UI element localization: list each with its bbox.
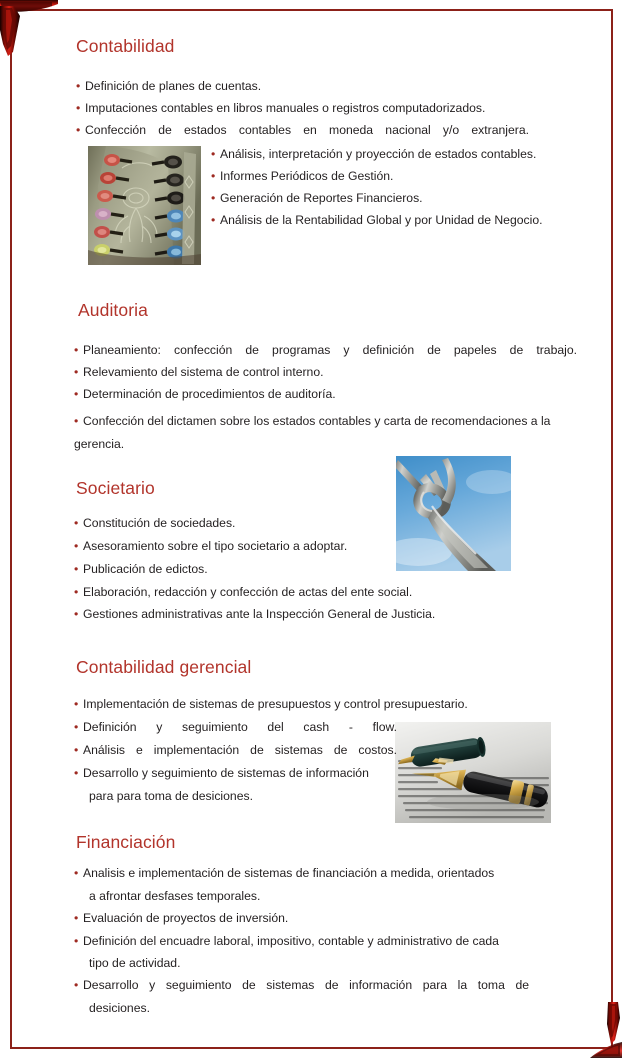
bullet-dot-icon: • — [74, 720, 79, 734]
bullet-text: Definición del encuadre laboral, impositivo, contable y administrativo de cada — [83, 934, 499, 948]
bullet-dot-icon: • — [74, 766, 79, 780]
bullet-dot-icon: • — [74, 585, 79, 599]
section-heading-contabilidad: Contabilidad — [76, 36, 175, 56]
bullet-dot-icon: • — [74, 562, 79, 576]
bullet-item — [74, 365, 324, 380]
bullet-item — [74, 562, 208, 577]
bullet-text: Informes Periódicos de Gestión. — [220, 169, 394, 183]
bullet-item — [76, 123, 536, 138]
bullet-item — [74, 866, 494, 881]
bullet-dot-icon: • — [211, 169, 216, 183]
bullet-item — [74, 978, 536, 993]
bullet-text: Análisis de la Rentabilidad Global y por Unidad de Negocio. — [220, 213, 543, 227]
bullet-text: Planeamiento: confección de programas y definición de papeles de trabajo. — [83, 343, 577, 357]
section-heading-financiacion: Financiación — [76, 832, 176, 852]
section-heading-societario: Societario — [76, 478, 155, 498]
sub-bullet-item — [211, 213, 543, 228]
bullet-text: Asesoramiento sobre el tipo societario a adoptar. — [83, 539, 348, 553]
bullet-item — [74, 766, 369, 781]
bullet-text: Imputaciones contables en libros manuales o registros computadorizados. — [85, 101, 486, 115]
bullet-dot-icon: • — [74, 365, 79, 379]
cash-register-photo — [88, 146, 201, 265]
bullet-text: Publicación de edictos. — [83, 562, 208, 576]
bullet-text: Constitución de sociedades. — [83, 516, 236, 530]
bullet-text: Confección del dictamen sobre los estados contables y carta de recomendaciones a la gerencia. — [74, 414, 551, 451]
bullet-item — [74, 934, 499, 949]
bullet-item — [74, 387, 336, 402]
bullet-item — [74, 410, 586, 456]
crane-hook-photo — [396, 456, 511, 571]
bullet-text: para para toma de desiciones. — [89, 789, 253, 803]
bullet-text: Analisis e implementación de sistemas de financiación a medida, orientados — [83, 866, 495, 880]
bullet-dot-icon: • — [74, 343, 79, 357]
bullet-dot-icon: • — [74, 743, 79, 757]
bullet-text: Implementación de sistemas de presupuestos y control presupuestario. — [83, 697, 468, 711]
bullet-dot-icon: • — [74, 911, 79, 925]
bullet-continuation — [89, 1001, 150, 1016]
bullet-dot-icon: • — [76, 101, 81, 115]
bullet-item — [76, 101, 485, 116]
bullet-dot-icon: • — [211, 213, 216, 227]
bullet-dot-icon: • — [211, 191, 216, 205]
bullet-item — [76, 79, 261, 94]
bullet-text: Definición y seguimiento del cash - flow. — [83, 720, 397, 734]
bullet-item — [74, 539, 347, 554]
bullet-text: Análisis e implementación de sistemas de costos. — [83, 743, 397, 757]
fountain-pen-photo — [395, 722, 551, 823]
bullet-text: a afrontar desfases temporales. — [89, 889, 261, 903]
bullet-continuation — [89, 789, 253, 804]
bullet-dot-icon: • — [74, 516, 79, 530]
bullet-text: Determinación de procedimientos de auditoría. — [83, 387, 336, 401]
bullet-continuation — [89, 956, 180, 971]
bullet-text: Relevamiento del sistema de control interno. — [83, 365, 324, 379]
bullet-item — [74, 343, 584, 358]
bullet-dot-icon: • — [74, 539, 79, 553]
bullet-text: tipo de actividad. — [89, 956, 181, 970]
bullet-text: Desarrollo y seguimiento de sistemas de información — [83, 766, 369, 780]
bullet-text: Generación de Reportes Financieros. — [220, 191, 423, 205]
section-heading-contabilidad-gerencial: Contabilidad gerencial — [76, 657, 252, 677]
bullet-item — [74, 743, 404, 758]
bullet-dot-icon: • — [211, 147, 216, 161]
bullet-dot-icon: • — [74, 978, 79, 992]
bullet-text: Confección de estados contables en moneda nacional y/o extranjera. — [85, 123, 529, 137]
bullet-dot-icon: • — [74, 934, 79, 948]
sub-bullet-item — [211, 191, 423, 206]
bullet-dot-icon: • — [74, 866, 79, 880]
bullet-dot-icon: • — [74, 697, 79, 711]
bullet-item — [74, 516, 235, 531]
bullet-item — [74, 585, 412, 600]
bullet-dot-icon: • — [76, 123, 81, 137]
bullet-text: desiciones. — [89, 1001, 150, 1015]
bullet-text: Elaboración, redacción y confección de actas del ente social. — [83, 585, 413, 599]
sub-bullet-item — [211, 169, 393, 184]
bullet-text: Definición de planes de cuentas. — [85, 79, 262, 93]
bullet-item — [74, 911, 288, 926]
bullet-text: Análisis, interpretación y proyección de estados contables. — [220, 147, 537, 161]
bullet-item — [74, 697, 468, 712]
sub-bullet-item — [211, 147, 536, 162]
section-heading-auditoria: Auditoria — [78, 300, 148, 320]
bullet-dot-icon: • — [74, 607, 79, 621]
bullet-text: Desarrollo y seguimiento de sistemas de información para la toma de — [83, 978, 529, 992]
bullet-dot-icon: • — [74, 414, 79, 428]
bullet-item — [74, 720, 404, 735]
bullet-text: Evaluación de proyectos de inversión. — [83, 911, 289, 925]
bullet-text: Gestiones administrativas ante la Inspección General de Justicia. — [83, 607, 436, 621]
bullet-item — [74, 607, 435, 622]
bullet-dot-icon: • — [76, 79, 81, 93]
bullet-continuation — [89, 889, 260, 904]
bullet-dot-icon: • — [74, 387, 79, 401]
